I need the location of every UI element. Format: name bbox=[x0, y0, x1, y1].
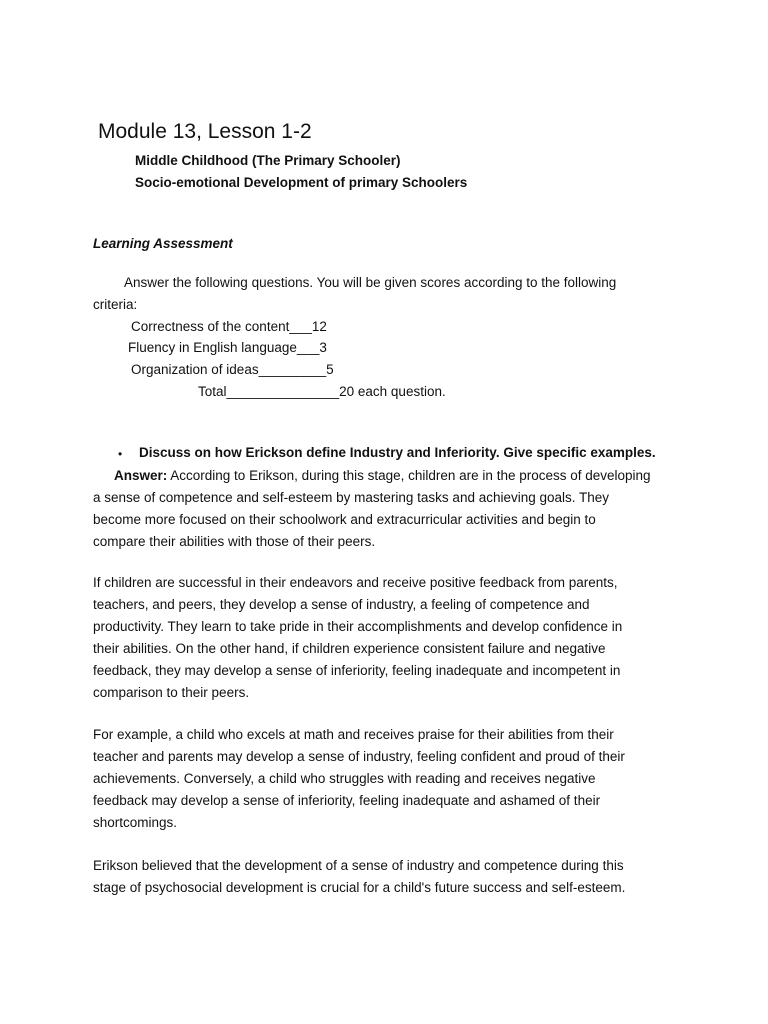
answer-continuation bbox=[93, 487, 683, 553]
text-line: become more focused on their schoolwork and extracurricular activities and begin to bbox=[93, 512, 596, 527]
text-line: achievements. Conversely, a child who struggles with reading and receives negative bbox=[93, 771, 596, 786]
lesson-subtitle-1: Middle Childhood (The Primary Schooler) bbox=[135, 153, 401, 168]
answer-label: Answer: bbox=[114, 468, 168, 483]
criteria-item: Correctness of the content___12 bbox=[131, 319, 327, 334]
criteria-item: Organization of ideas_________5 bbox=[131, 362, 334, 377]
section-heading: Learning Assessment bbox=[93, 236, 233, 251]
text-line: Erikson believed that the development of a sense of industry and competence during this bbox=[93, 858, 624, 873]
bullet-icon: • bbox=[118, 447, 123, 461]
criteria-total: Total_______________20 each question. bbox=[198, 384, 446, 399]
paragraph-example bbox=[93, 724, 683, 834]
text-line: teachers, and peers, they develop a sense of industry, a feeling of competence and bbox=[93, 597, 590, 612]
paragraph-conclusion bbox=[93, 855, 683, 899]
text-line: their abilities. On the other hand, if children experience consistent failure and negative bbox=[93, 641, 606, 656]
question-text: Discuss on how Erickson define Industry and Inferiority. Give specific examples. bbox=[139, 445, 656, 460]
text-line: a sense of competence and self-esteem by mastering tasks and achieving goals. They bbox=[93, 490, 610, 505]
text-line: productivity. They learn to take pride in their accomplishments and develop confidence in bbox=[93, 619, 623, 634]
answer-first-line bbox=[114, 465, 651, 487]
text-line: If children are successful in their endeavors and receive positive feedback from parents, bbox=[93, 575, 618, 590]
instructions-line-2: criteria: bbox=[93, 297, 138, 312]
text-line: For example, a child who excels at math and receives praise for their abilities from their bbox=[93, 727, 614, 742]
text-line: shortcomings. bbox=[93, 815, 178, 830]
page-title: Module 13, Lesson 1-2 bbox=[98, 120, 312, 143]
criteria-item: Fluency in English language___3 bbox=[128, 340, 327, 355]
lesson-subtitle-2: Socio-emotional Development of primary Schoolers bbox=[135, 175, 468, 190]
text-line: stage of psychosocial development is crucial for a child's future success and self-esteem. bbox=[93, 880, 626, 895]
answer-text: According to Erikson, during this stage, children are in the process of developing bbox=[167, 468, 651, 483]
text-line: feedback, they may develop a sense of inferiority, feeling inadequate and incompetent in bbox=[93, 663, 621, 678]
text-line: comparison to their peers. bbox=[93, 685, 250, 700]
text-line: teacher and parents may develop a sense of industry, feeling confident and proud of their bbox=[93, 749, 625, 764]
instructions-line-1: Answer the following questions. You will be given scores according to the following bbox=[124, 275, 617, 290]
text-line: feedback may develop a sense of inferiority, feeling inadequate and ashamed of their bbox=[93, 793, 601, 808]
paragraph-industry-inferiority bbox=[93, 572, 683, 704]
text-line: compare their abilities with those of their peers. bbox=[93, 534, 376, 549]
